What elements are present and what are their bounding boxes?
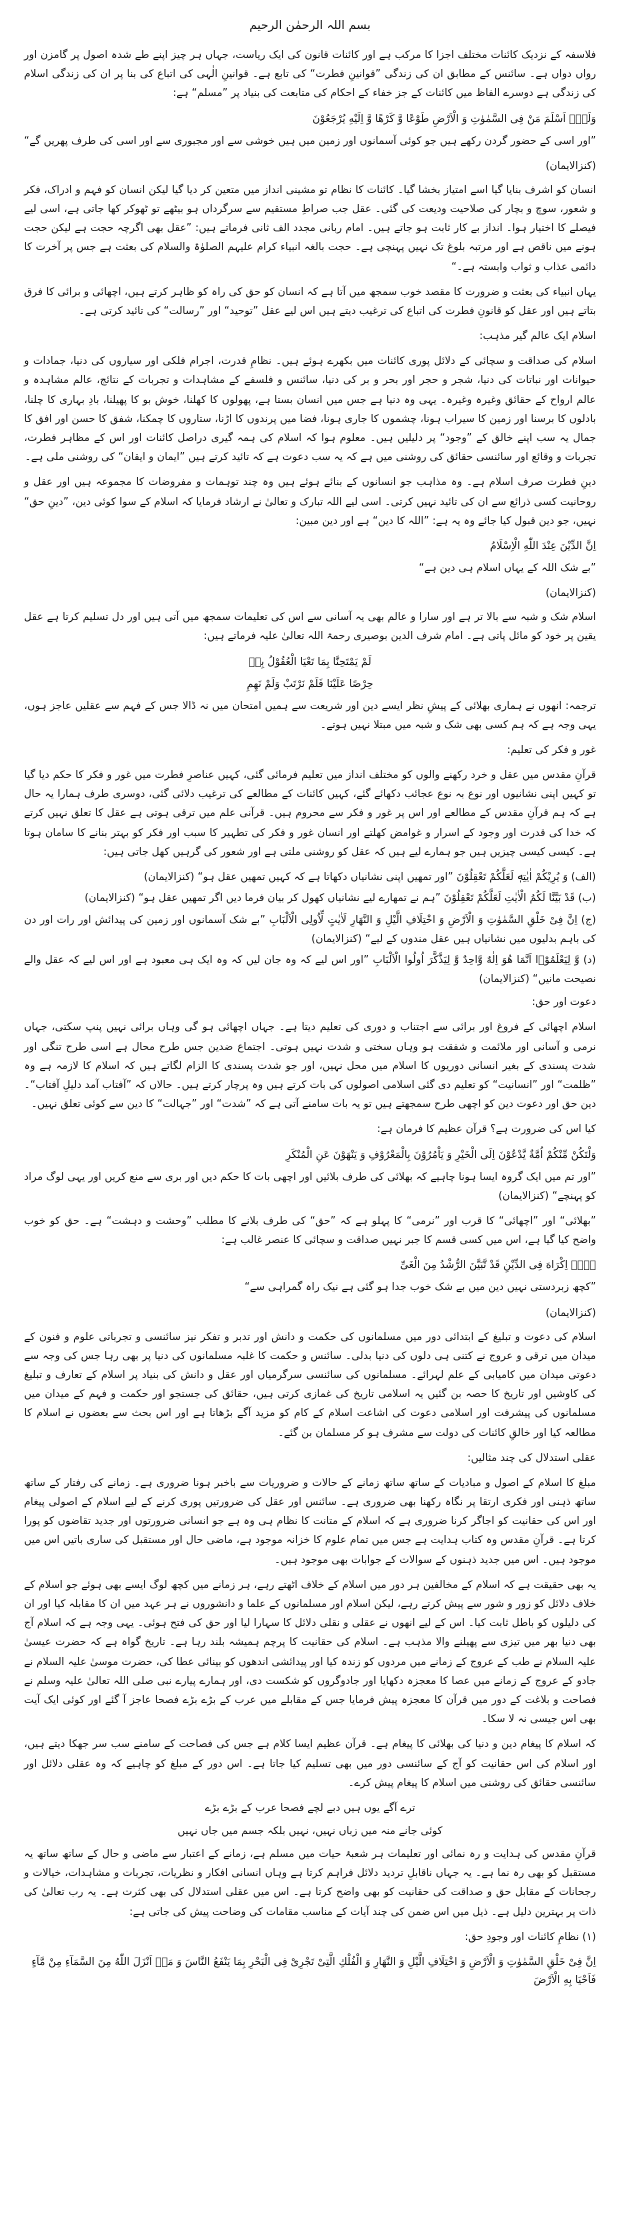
- verse-list: [24, 868, 596, 989]
- verse-list-item: (ب) قَدْ بَیَّنَّا لَكُمُ الْاٰیٰتِ لَعَلَّكُمْ تَعْقِلُوْنَ ”ہم نے تمھارے لیے نشانیاں کھول کر بیان فرما دیں اگر تمھیں عقل ہو“ (کنزالایمان): [84, 892, 596, 905]
- quran-verse: لَاۤ اِكْرَاهَ فِی الدِّیْنِ قَدْ تَّبَیَّنَ الرُّشْدُ مِنَ الْغَیِّ: [400, 1259, 596, 1272]
- paragraph-reflection: قرآنِ مقدس میں عقل و خرد رکھنے والوں کو مختلف انداز میں تعلیم فرمائی گئی، کہیں عناصرِ فطرت میں غور و فکر کا حکم دیا گیا تو کہیں اپنی نشانیوں اور نوع بہ نوع عجائب دکھائے گئے، کہیں کائنات کے مطالعے کی ترغیب دلائی گئی، دوسری طرف ہمارا یہ حال ہے کہ ہم قرآنِ مقدس کے مطالعے اور اس پر غور و فکر سے محروم ہیں۔ قرآنی علم میں ترقی ہوتی ہے عقل کا تعلق نہیں کرتے کہ خدا کی قدرت اور وجود کے اسرار و غوامض کھلتے اور انسان غور و فکر کی تطہیر کا سبب اور فکر کو بہتر بنانے کا سامان ہوتا ہے۔ کیسی کیسی چیزیں ہیں جو ہمارے لیے ہیں کہ عقل کو روشنی ملتی ہے اور شعور کی گرہیں کھل جاتی ہیں:: [24, 769, 596, 858]
- paragraph-no-compulsion: ”بھلائی“ اور ”اچھائی“ کا قرب اور ”نرمی“ کا پہلو ہے کہ ”حق“ کی طرف بلانے کا مطلب ”وحشت و دہشت“ ہے۔ حق کو خوب واضح کیا گیا ہے، اس میں کسی قسم کا جبر نہیں صداقت و سچائی کا عنصر غالب ہے:: [24, 1214, 596, 1247]
- paragraph-question: کیا اس کی ضرورت ہے؟ قرآن عظیم کا فرمان ہے:: [376, 1123, 596, 1136]
- verse-translation: ”اور تم میں ایک گروہ ایسا ہونا چاہیے کہ بھلائی کی طرف بلائیں اور اچھی بات کا حکم دیں اور بری سے منع کریں اور یہی لوگ مراد کو پہنچے“ (کنزالایمان): [24, 1170, 596, 1202]
- poem-translation: ترجمہ: انھوں نے ہماری بھلائی کے پیشِ نظر ایسے دین اور شریعت سے ہمیں امتحان میں نہ ڈالا جس کے فہم سے عقلیں عاجز ہوں، یہی وجہ ہے کہ ہم کسی بھی شک و شبہ میں مبتلا نہیں ہوتے۔: [24, 699, 596, 731]
- poem-line-2: حِرْصًا عَلَیْنَا فَلَمْ نَرْتَبْ وَلَمْ نَهِمِ: [246, 677, 374, 690]
- paragraph-prophets: یہاں انبیاء کی بعثت و ضرورت کا مقصد خوب سمجھ میں آتا ہے کہ انسان کو حق کی راہ کو ظاہر کرتے ہیں، اچھائی و برائی کا فرق بتاتے ہیں اور عقل کو قانونِ فطرت کی اتباع کی ترغیب دیتے ہیں اس لیے عقل ”توحید“ اور ”رسالت“ کی تائید کرتی ہے۔: [24, 285, 596, 318]
- section-heading-universal-religion: اسلام ایک عالم گیر مذہب:: [479, 330, 596, 343]
- quran-verse: اِنَّ الدِّیْنَ عِنْدَ اللّٰهِ الْاِسْلَامُ: [489, 540, 596, 553]
- paragraph-preacher: مبلغ کا اسلام کے اصول و مبادیات کے ساتھ ساتھ زمانے کے حالات و ضروریات سے باخبر ہونا ضروری ہے۔ زمانے کی رفتار کے ساتھ ساتھ ذہنی اور فکری ارتقا پر نگاہ رکھنا بھی ضروری ہے۔ سائنس اور عقل کی ضرورتیں پوری کرنے کے لیے اسلام کے اصولی پیغام اور اس کی حقانیت کو اجاگر کرنا ضروری ہے کہ اسلام کے متانت کا نظام ہی وہ ہے جو انسانی ضرورتوں اور جدید تقاضوں کو پورا کرتا ہے۔ قرآنِ مقدس وہ کتاب ہدایت ہے جس میں تمام علوم کا خزانہ موجود ہے، ماضی حال اور مستقبل کی ساری باتیں اس میں موجود ہیں۔ اس میں جدید ذہنوں کے سوالات کے جوابات بھی موجود ہیں۔: [24, 1476, 596, 1566]
- paragraph-quran-guidance: قرآنِ مقدس کی ہدایت و رہ نمائی اور تعلیمات ہر شعبۂ حیات میں مسلم ہے، زمانے کے اعتبار سے ماضی و حال کے ساتھ ساتھ یہ مستقبل کو بھی رہ نما ہے۔ یہ جہاں ناقابلِ تردید دلائل فراہم کرتا ہے وہاں انسانی افکار و نظریات، تجربات و مشاہدات، خیالات و رجحانات کے مقابل حق و صداقت کی حقانیت کو بھی واضح کرتا ہے۔ اس میں عقلی استدلال کی بھی کثرت ہے۔ یہ رب تعالیٰ کی ذات پر بہترین دلیل ہے۔ ذیل میں اس ضمن کی چند آیات کے مناسب مقامات کی وضاحت پیش کی جاتی ہے:: [24, 1848, 596, 1918]
- paragraph-signs: اسلام کی صداقت و سچائی کے دلائل پوری کائنات میں بکھرے ہوئے ہیں۔ نظامِ قدرت، اجرام فلکی اور سیاروں کی دنیا، جمادات و حیوانات اور نباتات کی دنیا، شجر و حجر اور بحر و بر کی دنیا، سائنس و فلسفے کے مشاہدات و تجربات کے نتائج، عالم مشاہدہ و عالم ارواح کے حقائق وغیرہ وغیرہ۔ یہی وہ دنیا ہے جس میں انسان بستا ہے، پھولوں کا کھلنا، خوش بو کا پھیلنا، بادِ بہاری کا چلنا، بادلوں کا برسنا اور زمین کا سیراب ہونا، چشموں کا جاری ہونا، فضا میں پرندوں کا اڑنا، ستاروں کا چمکنا، شفق کا حسن اور افق کا جمال یہ سب اپنے خالق کے ”وجود“ پر دلیلیں ہیں۔ معلوم ہوا کہ اسلام کی ہمہ گیری دراصل کائنات اور اس کے مظاہر فطرت، تجربات و وقائع اور سائنسی حقائق کی روشنی میں ہے کہ یہ سب دعوت ہے کہ تائید کرتے ہیں ”ایمان و ایقان“ کی روشنی ملی ہے۔: [24, 355, 596, 464]
- paragraph-certainty: اسلام شک و شبہ سے بالا تر ہے اور سارا و عالم بھی یہ آسانی سے اس کی تعلیمات سمجھ میں آتی ہیں اور دل تسلیم کرتا ہے عقل یقین پر خود کو مائل پاتی ہے۔ امام شرف الدین بوصیری رحمۃ اللہ تعالیٰ علیہ فرماتے ہیں:: [24, 611, 596, 643]
- verse-translation: ”اور اسی کے حضور گردن رکھے ہیں جو کوئی آسمانوں اور زمین میں ہیں خوشی سے اور مجبوری سے اور اسی کی طرف پھریں گے“: [24, 134, 596, 147]
- quran-verse: اِنَّ فِیْ خَلْقِ السَّمٰوٰتِ وَ الْاَرْضِ وَ اخْتِلَافِ الَّیْلِ وَ النَّهَارِ وَ الْفُلْكِ الَّتِیْ تَجْرِیْ فِی الْبَحْرِ بِمَا یَنْفَعُ النَّاسَ وَ مَاۤ اَنْزَلَ اللّٰهُ مِنَ السَّمَآءِ مِنْ مَّآءٍ فَاَحْیَا بِهِ الْاَرْضَ: [31, 1955, 596, 1986]
- reference: (کنزالایمان): [545, 587, 596, 600]
- reference: (کنزالایمان): [545, 159, 596, 172]
- couplet-line-1: ترے آگے یوں ہیں دبے لچے فصحا عرب کے بڑے بڑے: [204, 1802, 416, 1815]
- section-heading-dawah: دعوت اور حق:: [531, 996, 596, 1009]
- paragraph-dawah: اسلام اچھائی کے فروغ اور برائی سے اجتناب و دوری کی تعلیم دیتا ہے۔ جہاں اچھائی ہو گی وہاں برائی نہیں پنپ سکتی، جہاں نرمی و آسانی اور ملائمت و شفقت ہو وہاں سختی و شدت نہیں ہوتی۔ اجتماع ضدین جس طرح محال ہے اسی طرح تنگی اور شدت پسندی کے بغیر انسانی دوریوں کا اسلام میں محل نہیں، اور جو شدت پسندی کا الزام لگاتے ہیں کہ اسلام کا لازمہ ہے وہ ”ظلمت“ اور ”انسانیت“ کو تعلیم دی گئی اسلامی اصولوں کی بات کرتے ہیں وہ پرچار کرتے ہیں۔ حالاں کہ ”آفتاب آمد دلیلِ آفتاب“۔ دین حق اور دعوت دین کو اچھی طرح سمجھتے ہیں تو یہ بات سامنے آتی ہے کہ ”شدت“ اور ”جہالت“ کا دین سے کوئی تعلق نہیں۔: [24, 1021, 596, 1111]
- paragraph-intro: فلاسفہ کے نزدیک کائنات مختلف اجزا کا مرکب ہے اور کائنات قانون کی ایک ریاست، جہاں ہر چیز اپنے طے شدہ اصول پر گامزن اور رواں دواں ہے۔ سائنس کے مطابق ان کی زندگی ”قوانینِ فطرت“ کی تابع ہے۔ قوانینِ الٰہی کی اتباع کی بنا پر ان کی زندگی اسلام کی زندگی ہے دوسرے الفاظ میں کائنات کے جز خفاء کے احکام کی متابعت کی بنیاد پر ”مسلم“ ہے:: [24, 49, 596, 100]
- poem-line-1: لَمْ یَمْتَحِنَّا بِمَا تَعْیَا الْعُقُوْلُ بِهٖ: [248, 655, 372, 668]
- verse-translation: ”کچھ زبردستی نہیں دین میں بے شک خوب جدا ہو گئی ہے نیک راہ گمراہی سے“: [244, 1281, 596, 1294]
- verse-list-item: (د) وَّ لِیَعْلَمُوْۤا اَنَّمَا هُوَ اِلٰهٌ وَّاحِدٌ وَّ لِیَذَّكَّرَ اُولُوا الْاَلْبَابِ ”اور اس لیے کہ وہ جان لیں کہ وہ ایک ہی معبود ہے اور اس لیے کہ عقل والے نصیحت مانیں“ (کنزالایمان): [24, 953, 596, 986]
- verse-list-item: (الف) وَ یُرِیْكُمْ اٰیٰتِهٖ لَعَلَّكُمْ تَعْقِلُوْنَ ”اور تمھیں اپنی نشانیاں دکھاتا ہے کہ کہیں تمھیں عقل ہو“ (کنزالایمان): [143, 871, 596, 884]
- section-heading-examples: عقلی استدلال کی چند مثالیں:: [467, 1451, 596, 1464]
- paragraph-eloquence: کہ اسلام کا پیغام دین و دنیا کی بھلائی کا پیغام ہے۔ قرآن عظیم ایسا کلام ہے جس کی فصاحت کے سامنے سب سر جھکا دیتے ہیں، اور اسلام کی اس حقانیت کو آج کے سائنسی دور میں بھی تسلیم کیا جاتا ہے۔ اس دور کے مبلغ کو چاہیے کہ وہ عقلی دلائل اور سائنسی حقائق کی روشنی میں اسلام کا پیغام پیش کرے۔: [24, 1738, 596, 1789]
- paragraph-human-reason: انسان کو اشرف بنایا گیا اسے امتیاز بخشا گیا۔ کائنات کا نظام تو مشینی انداز میں متعین کر دیا گیا لیکن انسان کو فہم و ادراک، فکر و شعور، سوچ و بچار کی صلاحیت ودیعت کی گئی۔ عقل جب صراطِ مستقیم سے سرگرداں ہو بیٹھے تو ٹھوکر کھا جاتی ہے، اسی لیے فیصلے کا اختیار ہوا۔ انداز بے کار ثابت ہو جاتے ہیں۔ امام ربانی مجدد الف ثانی فرماتے ہیں: ”عقل بھی اگرچہ حجت ہے لیکن حجت ہونے میں ناقص ہے اور مرتبہ بلوغ تک نہیں پہنچی ہے۔ حجت بالغہ انبیاء کرام علیہم الصلوٰۃ والسلام کی بعثت ہے جس پر آخرت کا دائمی عذاب و ثواب وابستہ ہے۔“: [24, 183, 596, 273]
- page-heading: بسم اللہ الرحمٰن الرحیم: [249, 18, 371, 32]
- verse-translation: ”بے شک اللہ کے یہاں اسلام ہی دین ہے“: [418, 562, 596, 575]
- paragraph-history: اسلام کی دعوت و تبلیغ کے ابتدائی دور میں مسلمانوں کی حکمت و دانش اور تدبر و تفکر نیز سائنسی و تجرباتی علوم و فنون کے میدان میں ترقی و عروج نے کتنی ہی دلوں کی دنیا بدلی۔ سائنس و حکمت کا غلبہ مسلمانوں کی دنیا پر بھی رہا جس کی وجہ سے دعوتی میدان میں کامیابی کے علم لہرائے۔ مسلمانوں کی سائنسی سرگرمیاں اور عقل و دانش کی بنیاد پر اسلام کے تعارف و تبلیغ کی کاوشیں اور تاریخ کا حصہ بن گئیں یہ اسلامی تاریخ کی غمازی کرتی ہیں، حقائق کی جستجو اور حکمت و فہم کے میدان میں مسلمانوں کی پیشرفت اور اسلامی دعوت کی اشاعت اسلام کے کام کو مزید آگے بڑھاتا ہے اور اس بحث سے بعضوں نے اسلام کا مطالعہ کیا اور خالقِ کائنات کی دولت سے مشرف ہو کر مسلمان بن گئے۔: [24, 1330, 596, 1439]
- paragraph-religion-of-nature: دینِ فطرت صرف اسلام ہے۔ وہ مذاہب جو انسانوں کے بنائے ہوئے ہیں وہ چند توہمات و مفروضات کا مجموعہ ہیں اور عقل و روحانیت کسی ذرائع سے ان کی تائید نہیں کرتی۔ اسی لیے اللہ تبارک و تعالیٰ نے ارشاد فرمایا کہ اسلام کے سوا کوئی دین، ”دینِ حق“ نہیں، جو دین قبول کیا جائے وہ یہ ہے: ”اللہ کا دین“ ہے اور دین مبین:: [24, 476, 596, 527]
- verse-list-item: (ج) اِنَّ فِیْ خَلْقِ السَّمٰوٰتِ وَ الْاَرْضِ وَ اخْتِلَافِ الَّیْلِ وَ النَّهَارِ لَاٰیٰتٍ لِّاُولِی الْاَلْبَابِ ”بے شک آسمانوں اور زمین کی پیدائش اور رات اور دن کی باہم بدلیوں میں نشانیاں ہیں عقل مندوں کے لیے“ (کنزالایمان): [24, 913, 596, 945]
- section-heading-cosmos: (۱) نظامِ کائنات اور وجودِ حق:: [464, 1930, 596, 1943]
- couplet-line-2: کوئی جانے منہ میں زباں نہیں، نہیں بلکہ جسم میں جاں نہیں: [177, 1825, 443, 1838]
- quran-verse: وَلَهٗۤ اَسْلَمَ مَنْ فِی السَّمٰوٰتِ وَ الْاَرْضِ طَوْعًا وَّ كَرْهًا وَّ اِلَیْهِ یُرْجَعُوْنَ: [312, 112, 596, 125]
- section-heading-reflection: غور و فکر کی تعلیم:: [507, 744, 596, 757]
- paragraph-miracles: یہ بھی حقیقت ہے کہ اسلام کے مخالفین ہر دور میں اسلام کے خلاف اٹھتے رہے، ہر زمانے میں کچھ لوگ ایسے بھی ہوئے جو اسلام کے خلاف دلائل کو زور و شور سے پیش کرتے رہے، لیکن اسلام اور مسلمانوں کے علما و دانشوروں نے ہر عہد میں ان کا مقابلہ کیا اور ان کی دلیلوں کو باطل ثابت کیا۔ اس کے لیے انھوں نے عقلی و نقلی دلائل کا سہارا لیا اور حق کی فتح ہوئی۔ یہی وجہ ہے کہ اسلام آج بھی دنیا بھر میں تیزی سے پھیلنے والا مذہب ہے۔ اسلام کی حقانیت کا پرچم ہمیشہ بلند رہا ہے۔ تاریخ گواہ ہے کہ حضرت عیسیٰ علیہ السلام نے طب کے عروج کے زمانے میں مردوں کو زندہ کیا اور پیدائشی اندھوں کو بینائی عطا کی، حضرت موسیٰ علیہ السلام نے جادو کے عروج کے زمانے میں عصا کا معجزہ دکھایا اور جادوگروں کو شکست دی، اور ہمارے پیارے نبی صلی اللہ تعالیٰ علیہ وسلم نے فصاحت و بلاغت کے دور میں قرآن کا معجزہ پیش فرمایا جس کے مقابلے میں عرب کے بڑے بڑے فصحا عاجز آ گئے اور کوئی ایک آیت بھی اس جیسی نہ لا سکا۔: [24, 1578, 596, 1726]
- reference: (کنزالایمان): [545, 1306, 596, 1319]
- quran-verse: وَلْتَكُنْ مِّنْكُمْ اُمَّةٌ یَّدْعُوْنَ اِلَى الْخَیْرِ وَ یَاْمُرُوْنَ بِالْمَعْرُوْفِ وَ یَنْهَوْنَ عَنِ الْمُنْكَرِ: [285, 1148, 596, 1161]
